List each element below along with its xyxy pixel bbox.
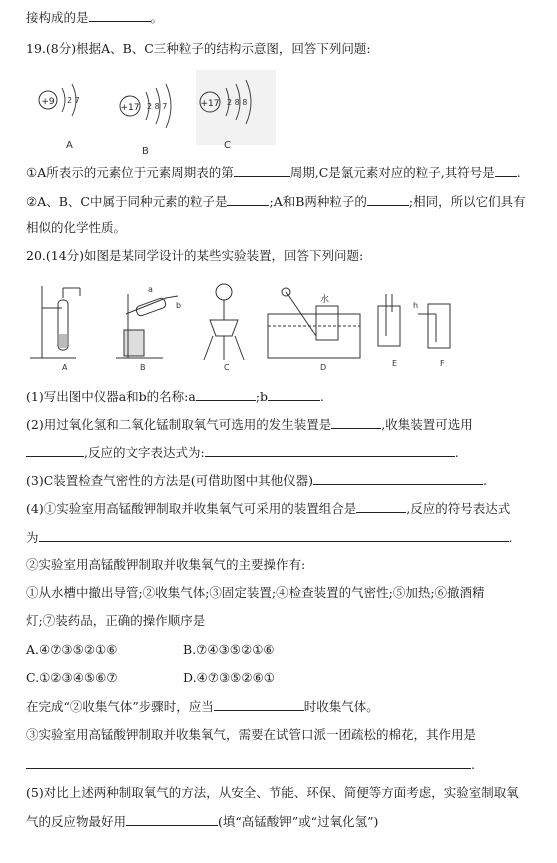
atom-a-label: A	[66, 140, 73, 151]
text: ,反应的文字表达式为:	[84, 445, 205, 460]
text: 。	[150, 10, 164, 25]
text: ;b	[255, 389, 269, 404]
answer-blank[interactable]	[268, 387, 320, 401]
question-20-3	[26, 471, 537, 490]
option-c[interactable]: C.①②③④⑤⑥⑦	[26, 670, 118, 685]
atom-diagram-a	[39, 84, 80, 151]
apparatus-b-label: B	[140, 363, 146, 372]
text: (3)C装置检查气密性的方法是(可借助图中其他仪器)	[26, 473, 314, 488]
text: ,反应的符号表达式	[406, 501, 511, 516]
apparatus-e	[378, 294, 400, 346]
apparatus-d-water: 水	[320, 295, 330, 305]
option-d[interactable]: D.④⑦③⑤②⑥①	[183, 670, 275, 685]
text: ;相同，所以它们具有	[408, 194, 526, 209]
question-19-title: 19.(8分)根据A、B、C三种粒子的结构示意图，回答下列问题:	[26, 41, 371, 56]
atom-b-label: B	[142, 146, 149, 157]
text: 在完成“②收集气体”步骤时，应当	[26, 699, 214, 714]
question-20-4-steps: ①从水槽中撤出导管;②收集气体;③固定装置;④检查装置的气密性;⑤加热;⑥撤酒精	[26, 585, 485, 600]
question-20-4-steps-cont: 灯;⑦装药品，正确的操作顺序是	[26, 613, 206, 628]
text: .	[471, 757, 475, 772]
question-20-5-cont	[26, 812, 537, 831]
text: (1)写出图中仪器a和b的名称:a	[26, 389, 196, 404]
answer-blank[interactable]	[39, 528, 509, 542]
question-20-2-cont	[26, 443, 537, 462]
atom-b-shells: 2 8 7	[147, 102, 168, 111]
text: ,收集装置可选用	[381, 417, 473, 432]
option-b[interactable]: B.⑦④③⑤②①⑥	[183, 642, 275, 657]
apparatus-b-label-a: a	[148, 285, 153, 294]
question-19-2	[26, 192, 537, 211]
apparatus-f	[418, 304, 450, 348]
answer-blank[interactable]	[367, 192, 409, 206]
text: .	[454, 445, 459, 460]
question-20-1	[26, 387, 537, 406]
question-20-4	[26, 499, 537, 518]
answer-blank[interactable]	[205, 443, 455, 457]
apparatus-b-label-b: b	[176, 301, 182, 310]
apparatus-d	[268, 288, 360, 358]
apparatus-a	[30, 286, 80, 358]
question-19-1	[26, 163, 537, 182]
apparatus-f-h: h	[413, 301, 419, 310]
question-20-4-3-cont	[26, 755, 537, 774]
atom-c-shells: 2 8 8	[227, 98, 248, 107]
atom-structure-diagrams	[28, 62, 278, 157]
text: ②A、B、C中属于同种元素的粒子是	[26, 194, 228, 209]
answer-blank[interactable]	[214, 697, 304, 711]
apparatus-c	[204, 284, 244, 360]
apparatus-b	[116, 294, 178, 358]
text: 时收集气体。	[303, 699, 379, 714]
atom-c-label: C	[224, 140, 231, 151]
text: 为	[26, 530, 39, 545]
answer-blank[interactable]	[234, 163, 290, 177]
atom-diagram-b	[120, 84, 171, 157]
text: ;A和B两种粒子的	[269, 194, 367, 209]
question-20-4-2: ②实验室用高锰酸钾制取并收集氧气的主要操作有:	[26, 557, 306, 572]
text: 周期,C是氯元素对应的粒子,其符号是	[289, 165, 495, 180]
question-20-4-collect	[26, 697, 537, 716]
question-19-2-cont: 相似的化学性质。	[26, 220, 127, 235]
text: .	[483, 473, 488, 488]
text: 气的反应物最好用	[26, 814, 127, 829]
apparatus-f-label: F	[440, 359, 445, 368]
atom-diagram-c	[196, 70, 276, 151]
apparatus-a-label: A	[62, 363, 68, 372]
apparatus-c-label: C	[224, 363, 230, 372]
text: (4)①实验室用高锰酸钾制取并收集氧气可采用的装置组合是	[26, 501, 357, 516]
apparatus-d-label: D	[320, 363, 327, 372]
apparatus-e-label: E	[392, 359, 398, 368]
answer-blank[interactable]	[227, 192, 269, 206]
answer-blank[interactable]	[331, 415, 381, 429]
atom-c-nucleus: +17	[200, 99, 220, 109]
question-20-5: (5)对比上述两种制取氧气的方法，从安全、节能、环保、简便等方面考虑，实验室制取氧	[26, 785, 519, 800]
atom-a-shells: 2 7	[67, 96, 80, 105]
text: (填“高锰酸钾”或“过氧化氢”)	[218, 814, 379, 829]
answer-blank[interactable]	[313, 471, 483, 485]
text: .	[320, 389, 325, 404]
text: 接构成的是	[26, 10, 89, 25]
question-20-2	[26, 415, 537, 434]
text: (2)用过氧化氢和二氧化锰制取氧气可选用的发生装置是	[26, 417, 332, 432]
answer-blank[interactable]	[89, 8, 151, 22]
text: ①A所表示的元素位于元素周期表的第	[26, 165, 234, 180]
question-20-4-cont	[26, 528, 537, 547]
apparatus-diagrams	[28, 274, 468, 374]
answer-blank[interactable]	[26, 755, 471, 769]
atom-a-nucleus: +9	[41, 97, 55, 107]
text: .	[516, 165, 521, 180]
answer-blank[interactable]	[495, 163, 517, 177]
answer-blank[interactable]	[356, 499, 406, 513]
question-20-title: 20.(14分)如图是某同学设计的某些实验装置，回答下列问题:	[26, 248, 364, 263]
answer-blank[interactable]	[126, 812, 218, 826]
atom-b-nucleus: +17	[120, 103, 140, 113]
answer-blank[interactable]	[26, 443, 84, 457]
option-a[interactable]: A.④⑦③⑤②①⑥	[26, 642, 118, 657]
line-0	[26, 8, 537, 27]
text: .	[508, 530, 513, 545]
answer-blank[interactable]	[196, 387, 256, 401]
question-20-4-3: ③实验室用高锰酸钾制取并收集氧气，需要在试管口派一团疏松的棉花，其作用是	[26, 727, 477, 742]
